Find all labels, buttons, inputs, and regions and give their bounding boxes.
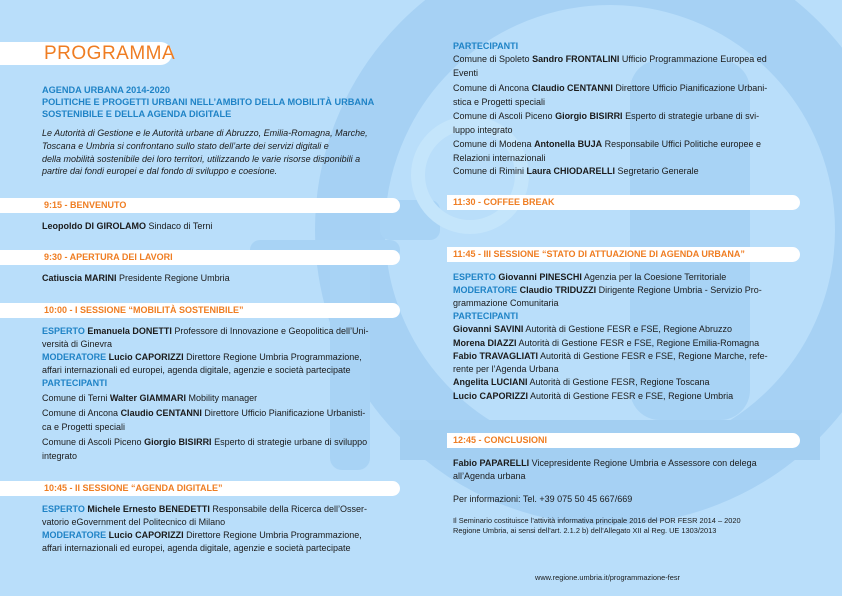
municipality: Comune di Ascoli Piceno [453,111,556,121]
text-line: rente per l’Agenda Urbana [453,364,559,374]
headline-line: POLITICHE E PROGETTI URBANI NELL’AMBITO DELLA MOBILITÀ URBANA [42,97,375,107]
session-time-title: 11:45 - III SESSIONE “STATO DI ATTUAZIONE DI AGENDA URBANA” [453,249,745,259]
role-label: ESPERTO [42,504,85,514]
participant-line [453,110,759,122]
session-bar-coffee [447,195,800,210]
text-line: luppo integrato [453,125,513,135]
moderator-line [453,284,762,296]
text-line: grammazione Comunitaria [453,298,559,308]
participant-line [453,165,699,177]
role-label: MODERATORE [453,285,518,295]
programme-title-tab [0,42,176,65]
session-time-title: 10:45 - II SESSIONE “AGENDA DIGITALE” [44,483,223,493]
intro-line: partire dai fondi europei e dal fondo di sviluppo e coesione. [42,166,278,177]
speaker-role: Direttore Ufficio Pianificazione Urbanisti- [201,408,366,418]
speaker-role: Mobility manager [186,393,258,403]
text-line: vatorio eGovernment del Politecnico di Milano [42,517,226,527]
speaker-name: Morena DIAZZI [453,338,517,348]
participant-line [453,350,768,362]
participant-line [453,138,761,150]
speaker-role: Sindaco di Terni [146,221,213,231]
speaker-name: Giorgio BISIRRI [144,437,212,447]
speaker-role: Autorità di Gestione FESR, Regione Toscana [527,377,710,387]
speaker-role: Responsabile della Ricerca dell’Osser- [209,504,367,514]
role-label: ESPERTO [453,272,496,282]
speaker-name: Walter GIAMMARI [109,393,187,403]
moderator-line [42,529,362,541]
headline-line: SOSTENIBILE E DELLA AGENDA DIGITALE [42,109,232,119]
speaker-name: Claudio CENTANNI [531,83,613,93]
speaker-role: Direttore Regione Umbria Programmazione, [183,530,362,540]
text-line: Eventi [453,68,479,78]
session-bar-urban-agenda [447,247,800,262]
participants-label: PARTECIPANTI [453,41,519,51]
speaker-name: Claudio CENTANNI [120,408,202,418]
speaker-name: Catiuscia MARINI [42,273,117,283]
text-line: affari internazionali ed europei, agenda digitale, agenzie e società partecipate [42,365,351,375]
participant-line [453,390,733,402]
session-time-title: 12:45 - CONCLUSIONI [453,435,548,445]
headline-line: AGENDA URBANA 2014-2020 [42,85,170,95]
text-line: ca e Progetti speciali [42,422,126,432]
speaker-line [42,220,212,232]
speaker-name: Sandro FRONTALINI [532,54,620,64]
speaker-name: Claudio TRIDUZZI [517,285,597,295]
participants-label: PARTECIPANTI [453,311,519,321]
session-time-title: 9:15 - BENVENUTO [44,200,127,210]
participant-line [42,392,257,404]
session-time-title: 11:30 - COFFEE BREAK [453,197,555,207]
speaker-role: Professore di Innovazione e Geopolitica dell’Uni- [171,326,369,336]
role-label: ESPERTO [42,326,85,336]
session-bar-digital [0,481,400,496]
text-line: affari internazionali ed europei, agenda digitale, agenzie e società partecipate [42,543,351,553]
speaker-name: Angelita LUCIANI [453,377,528,387]
speaker-name: Leopoldo DI GIROLAMO [42,221,146,231]
moderator-line [42,351,362,363]
expert-line [42,503,367,515]
municipality: Comune di Ancona [453,83,532,93]
programme-title: PROGRAMMA [44,43,176,64]
session-time-title: 10:00 - I SESSIONE “MOBILITÀ SOSTENIBILE” [44,305,244,315]
speaker-role: Dirigente Regione Umbria - Servizio Pro- [596,285,762,295]
speaker-name: Laura CHIODARELLI [526,166,616,176]
role-label: MODERATORE [42,352,107,362]
speaker-line [42,272,230,284]
text-line: stica e Progetti speciali [453,97,546,107]
text-line: versità di Ginevra [42,339,113,349]
contact-info: Per informazioni: Tel. +39 075 50 45 667/669 [453,494,633,504]
municipality: Comune di Modena [453,139,535,149]
participant-line [453,376,709,388]
speaker-name: Emanuela DONETTI [84,326,172,336]
participant-line [453,53,767,65]
speaker-role: Esperto di strategie urbane di svi- [622,111,760,121]
footnote-line: Il Seminario costituisce l’attività informativa principale 2016 del POR FESR 2014 – 2020 [453,516,741,525]
speaker-role: Responsabile Uffici Politiche europee e [602,139,762,149]
session-bar-opening [0,250,400,265]
speaker-role: Ufficio Programmazione Europea ed [619,54,767,64]
speaker-name: Lucio CAPORIZZI [106,530,184,540]
expert-line [42,325,369,337]
speaker-role: Autorità di Gestione FESR e FSE, Regione Marche, refe- [538,351,768,361]
expert-line [453,271,726,283]
footnote-line: Regione Umbria, ai sensi dell’art. 2.1.2 b) dell’Allegato XII al Reg. UE 1303/2013 [453,526,717,535]
participants-label: PARTECIPANTI [42,378,108,388]
speaker-name: Giovanni PINESCHI [495,272,582,282]
text-line: integrato [42,451,78,461]
intro-text [42,127,402,178]
participant-line [453,82,767,94]
speaker-role: Segretario Generale [615,166,699,176]
session-bar-welcome [0,198,400,213]
text-line: all’Agenda urbana [453,471,526,481]
municipality: Comune di Terni [42,393,110,403]
website-link[interactable]: www.regione.umbria.it/programmazione-fesr [535,573,680,582]
municipality: Comune di Rimini [453,166,527,176]
speaker-role: Vicepresidente Regione Umbria e Assessore con delega [529,458,757,468]
speaker-line [453,457,757,469]
municipality: Comune di Ancona [42,408,121,418]
intro-line: Le Autorità di Gestione e le Autorità urbane di Abruzzo, Emilia-Romagna, Marche, [42,128,368,138]
text-line: Relazioni internazionali [453,153,546,163]
speaker-role: Direttore Regione Umbria Programmazione, [183,352,362,362]
intro-line: della mobilità sostenibile dei loro territori, utilizzando le varie risorse disponibili a [42,153,361,164]
participant-line [453,323,732,335]
speaker-name: Michele Ernesto BENEDETTI [84,504,210,514]
speaker-name: Antonella BUJA [534,139,603,149]
speaker-name: Giovanni SAVINI [453,324,524,334]
participant-line [453,337,759,349]
headline [42,84,402,120]
speaker-name: Lucio CAPORIZZI [106,352,184,362]
role-label: MODERATORE [42,530,107,540]
speaker-name: Fabio PAPARELLI [453,458,530,468]
session-bar-conclusions [447,433,800,448]
speaker-role: Autorità di Gestione FESR e FSE, Regione Emilia-Romagna [516,338,760,348]
speaker-name: Fabio TRAVAGLIATI [453,351,538,361]
intro-line: Toscana e Umbria si confrontano sullo stato dell’arte dei servizi digitali e [42,140,329,151]
speaker-name: Giorgio BISIRRI [555,111,623,121]
speaker-role: Esperto di strategie urbane di sviluppo [211,437,368,447]
speaker-role: Agenzia per la Coesione Territoriale [581,272,727,282]
participant-line [42,436,367,448]
session-time-title: 9:30 - APERTURA DEI LAVORI [44,252,173,262]
participant-line [42,407,365,419]
municipality: Comune di Ascoli Piceno [42,437,145,447]
speaker-role: Autorità di Gestione FESR e FSE, Regione Umbria [528,391,734,401]
speaker-role: Presidente Regione Umbria [116,273,230,283]
session-bar-mobility [0,303,400,318]
speaker-name: Lucio CAPORIZZI [453,391,528,401]
speaker-role: Direttore Ufficio Pianificazione Urbani- [612,83,768,93]
speaker-role: Autorità di Gestione FESR e FSE, Regione Abruzzo [523,324,732,334]
municipality: Comune di Spoleto [453,54,533,64]
